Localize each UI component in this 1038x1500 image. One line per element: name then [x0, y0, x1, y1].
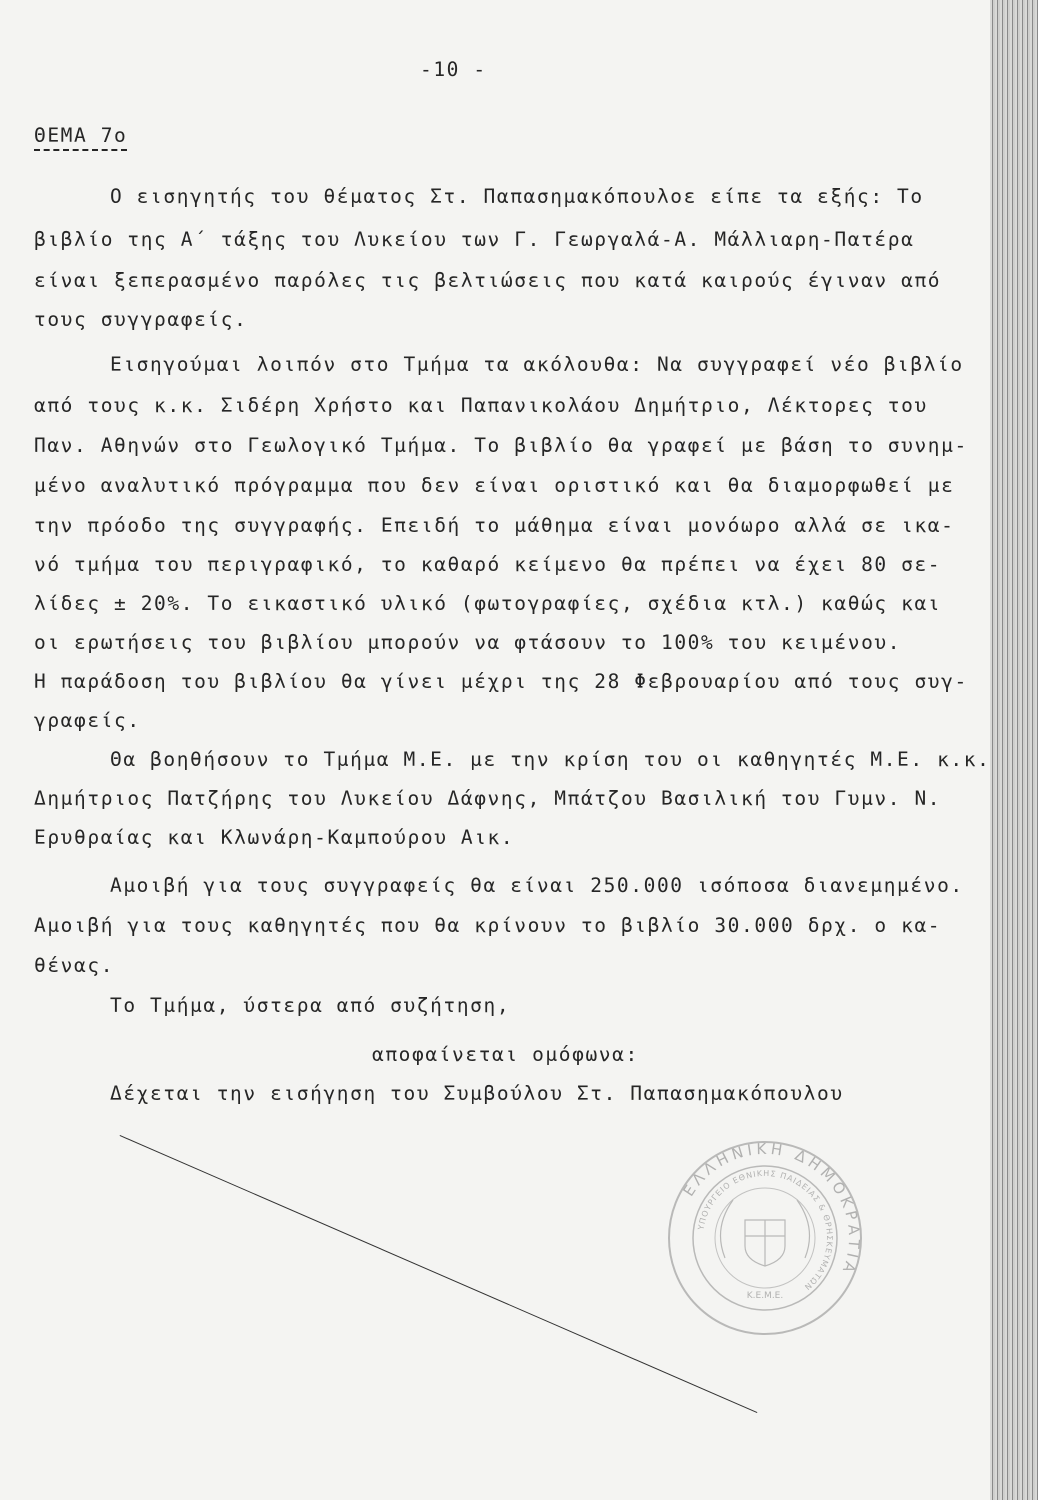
- text-line-13: Η παράδοση του βιβλίου θα γίνει μέχρι της 28 Φεβρουαρίου από τους συγ-: [34, 670, 968, 693]
- text-line-4: τους συγγραφείς.: [34, 308, 248, 331]
- text-line-17: Ερυθραίας και Κλωνάρη-Καμπούρου Αικ.: [34, 826, 515, 849]
- text-line-11: λίδες ± 20%. Το εικαστικό υλικό (φωτογραφίες, σχέδια κτλ.) καθώς και: [34, 592, 942, 615]
- text-line-21: Το Τμήμα, ύστερα από συζήτηση,: [110, 994, 511, 1017]
- text-line-18: Αμοιβή για τους συγγραφείς θα είναι 250.000 ισόποσα διανεμημένο.: [110, 874, 964, 897]
- text-line-9: την πρόοδο της συγγραφής. Επειδή το μάθημα είναι μονόωρο αλλά σε ικα-: [34, 514, 955, 537]
- text-line-16: Δημήτριος Πατζήρης του Λυκείου Δάφνης, Μπάτζου Βασιλική του Γυμν. Ν.: [34, 787, 942, 810]
- text-line-10: νό τμήμα του περιγραφικό, το καθαρό κείμενο θα πρέπει να έχει 80 σε-: [34, 553, 942, 576]
- text-line-12: οι ερωτήσεις του βιβλίου μπορούν να φτάσουν το 100% του κειμένου.: [34, 631, 902, 654]
- text-line-8: μένο αναλυτικό πρόγραμμα που δεν είναι οριστικό και θα διαμορφωθεί με: [34, 474, 955, 497]
- stamp-outer-text: ΕΛΛΗΝΙΚΗ ΔΗΜΟΚΡΑΤΙΑ: [679, 1139, 864, 1279]
- text-line-7: Παν. Αθηνών στο Γεωλογικό Τμήμα. Το βιβλίο θα γραφεί με βάση το συνημ-: [34, 434, 968, 457]
- text-line-20: θένας.: [34, 954, 115, 977]
- text-line-5: Εισηγούμαι λοιπόν στο Τμήμα τα ακόλουθα: Να συγγραφεί νέο βιβλίο: [110, 353, 964, 376]
- text-line-23: Δέχεται την εισήγηση του Συμβούλου Στ. Παπασημακόπουλου: [110, 1082, 844, 1105]
- page-number: -10 -: [420, 58, 487, 81]
- text-line-6: από τους κ.κ. Σιδέρη Χρήστο και Παπανικολάου Δημήτριο, Λέκτορες του: [34, 394, 928, 417]
- book-page-edges: [990, 0, 1038, 1500]
- stamp-inner-text: ΥΠΟΥΡΓΕΙΟ ΕΘΝΙΚΗΣ ΠΑΙΔΕΙΑΣ & ΘΡΗΣΚΕΥΜΑΤΩΝ: [696, 1168, 835, 1293]
- text-line-22: αποφαίνεται ομόφωνα:: [372, 1043, 639, 1066]
- text-line-19: Αμοιβή για τους καθηγητές που θα κρίνουν το βιβλίο 30.000 δρχ. ο κα-: [34, 914, 942, 937]
- text-line-2: βιβλίο της Α΄ τάξης του Λυκείου των Γ. Γεωργαλά-Α. Μάλλιαρη-Πατέρα: [34, 228, 915, 251]
- text-line-3: είναι ξεπερασμένο παρόλες τις βελτιώσεις που κατά καιρούς έγιναν από: [34, 269, 942, 292]
- section-heading: ΘΕΜΑ 7ο: [34, 124, 128, 147]
- official-stamp: [665, 1138, 865, 1338]
- text-line-15: Θα βοηθήσουν το Τμήμα Μ.Ε. με την κρίση του οι καθηγητές Μ.Ε. κ.κ.: [110, 748, 990, 771]
- signature-strike-line: [120, 1135, 758, 1413]
- stamp-bottom-text: Κ.Ε.Μ.Ε.: [746, 1291, 784, 1301]
- text-line-1: Ο εισηγητής του θέματος Στ. Παπασημακόπουλοε είπε τα εξής: Το: [110, 185, 924, 208]
- text-line-14: γραφείς.: [34, 709, 141, 732]
